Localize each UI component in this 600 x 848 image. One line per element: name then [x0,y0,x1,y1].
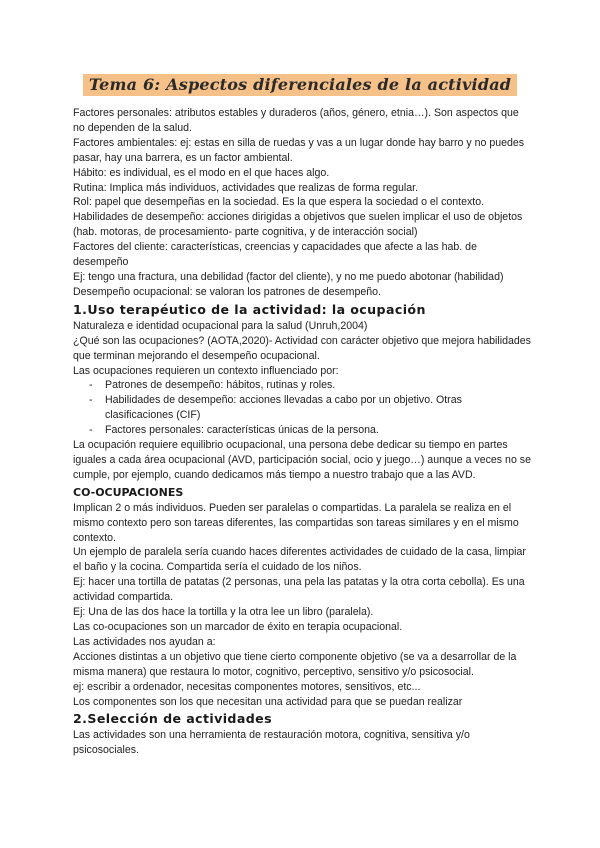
title-wrap [0,0,600,98]
coocupaciones-paragraph: Implican 2 o más individuos. Pueden ser paralelas o compartidas. La paralela se realiza en el mismo contexto pero son tareas diferentes, las compartidas son tareas similares y en el mismo contexto. [73,501,519,544]
intro-paragraph: Desempeño ocupacional: se valoran los patrones de desempeño. [73,285,382,298]
coocupaciones-paragraph: ej: escribir a ordenador, necesitas componentes motores, sensitivos, etc... [73,680,421,693]
list-item: - Factores personales: características únicas de la persona. [73,423,533,438]
intro-paragraph: Factores personales: atributos estables y duraderos (años, género, etnia…). Son aspectos que no dependen de la salud. [73,107,519,134]
intro-paragraph: Hábito: es individual, es el modo en el que haces algo. [73,166,330,179]
section-1-paragraph: Naturaleza e identidad ocupacional para la salud (Unruh,2004) [73,319,368,332]
intro-paragraph: Factores ambientales: ej: estas en silla de ruedas y vas a un lugar donde hay barro y no puedes pasar, hay una barrera, es un factor ambiental. [73,136,525,164]
section-1-paragraph: ¿Qué son las ocupaciones? (AOTA,2020)- Actividad con carácter objetivo que mejora habilidades que terminan mejorando el desempeño ocupacional. [73,334,531,362]
coocupaciones-paragraph: Acciones distintas a un objetivo que tiene cierto componente objetivo (se va a desarrollar de la misma manera) que restaura lo motor, cognitivo, perceptivo, sensitivo y/o psicosocial. [73,650,517,678]
section-2-heading: 2.Selección de actividades [73,711,272,727]
coocupaciones-paragraph: Un ejemplo de paralela sería cuando haces diferentes actividades de cuidado de la casa, limpiar el baño y la cocina. Compartida sería el cuidado de los niños. [73,546,526,574]
list-item: - Patrones de desempeño: hábitos, rutinas y roles. [73,378,533,393]
section-1-paragraph: Las ocupaciones requieren un contexto influenciado por: [73,364,339,377]
coocupaciones-paragraph: Las actividades nos ayudan a: [73,635,216,648]
section-1-heading: 1.Uso terapéutico de la actividad: la ocupación [73,301,426,317]
document-body [73,106,533,758]
coocupaciones-paragraph: Ej: hacer una tortilla de patatas (2 personas, una pela las patatas y la otra corta cebolla). Es una actividad compartida. [73,576,525,604]
coocupaciones-paragraph: Los componentes son los que necesitan una actividad para que se puedan realizar [73,695,463,708]
section-2-paragraph: Las actividades son una herramienta de restauración motora, cognitiva, sensitiva y/o psicosociales. [73,729,470,757]
list-item: - Habilidades de desempeño: acciones llevadas a cabo por un objetivo. Otras clasificaciones (CIF) [73,393,533,423]
page-title: Tema 6: Aspectos diferenciales de la actividad [83,74,517,96]
intro-paragraph: Habilidades de desempeño: acciones dirigidas a objetivos que suelen implicar el uso de objetos (hab. motoras, de procesamiento- parte cognitiva, y de interacción social) [73,211,523,239]
intro-paragraph: Rutina: Implica más individuos, actividades que realizas de forma regular. [73,181,419,194]
coocupaciones-heading: CO-OCUPACIONES [73,485,184,499]
coocupaciones-paragraph: Las co-ocupaciones son un marcador de éxito en terapia ocupacional. [73,621,403,633]
intro-paragraph: Rol: papel que desempeñas en la sociedad. Es la que espera la sociedad o el contexto. [73,196,485,209]
section-1-closing: La ocupación requiere equilibrio ocupacional, una persona debe dedicar su tiempo en partes iguales a cada área ocupacional (AVD, participación social, ocio y juego…) aunque a veces no se cumple, por ejemplo, cuando dedicamos más tiempo a nuestro trabajo que a las AVD. [73,439,531,481]
intro-paragraph: Factores del cliente: características, creencias y capacidades que afecte a las hab. de desempeño [73,241,477,269]
context-list [73,378,533,438]
intro-paragraph: Ej: tengo una fractura, una debilidad (factor del cliente), y no me puedo abotonar (habilidad) [73,270,504,283]
coocupaciones-paragraph: Ej: Una de las dos hace la tortilla y la otra lee un libro (paralela). [73,606,374,619]
